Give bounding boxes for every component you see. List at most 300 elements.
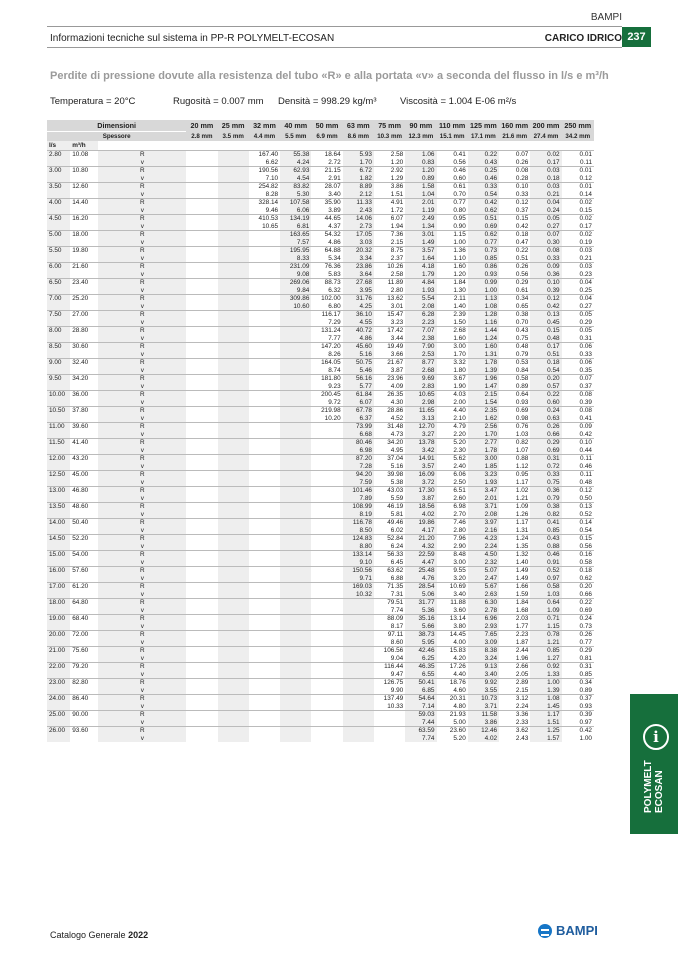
- velocity-cell: 0.85: [468, 255, 499, 263]
- table-row: [47, 455, 594, 463]
- row-label-v: v: [98, 591, 186, 599]
- resistance-cell: 42.46: [405, 647, 436, 655]
- dimension-header: 200 mm: [530, 120, 561, 132]
- resistance-cell: [249, 247, 280, 255]
- flow-ls-cell: 17.00: [47, 583, 70, 591]
- thickness-value: 27.4 mm: [530, 132, 561, 142]
- resistance-cell: 2.49: [405, 215, 436, 223]
- velocity-cell: 7.57: [280, 239, 311, 247]
- table-row: [47, 335, 594, 343]
- bampi-logo: [538, 923, 608, 939]
- flow-m3h-cell: 54.00: [70, 551, 98, 559]
- resistance-cell: 21.20: [405, 535, 436, 543]
- resistance-cell: 1.06: [405, 151, 436, 159]
- resistance-cell: 50.75: [343, 359, 374, 367]
- resistance-cell: 0.34: [562, 679, 594, 687]
- table-row: [47, 399, 594, 407]
- velocity-cell: 0.15: [562, 207, 594, 215]
- velocity-cell: [311, 431, 342, 439]
- velocity-cell: 0.39: [562, 399, 594, 407]
- resistance-cell: 0.31: [562, 663, 594, 671]
- resistance-cell: 107.58: [280, 199, 311, 207]
- resistance-cell: [186, 631, 217, 639]
- row-label-r: R: [98, 535, 186, 543]
- velocity-cell: 0.17: [530, 159, 561, 167]
- velocity-cell: [218, 447, 249, 455]
- resistance-cell: 0.69: [499, 407, 530, 415]
- row-label-r: R: [98, 679, 186, 687]
- velocity-cell: 1.29: [374, 175, 405, 183]
- resistance-cell: 0.11: [562, 471, 594, 479]
- velocity-cell: 2.83: [405, 383, 436, 391]
- resistance-cell: 124.83: [343, 535, 374, 543]
- row-label-v: v: [98, 479, 186, 487]
- velocity-cell: 3.13: [405, 415, 436, 423]
- velocity-cell: 3.01: [374, 303, 405, 311]
- resistance-cell: 0.41: [530, 519, 561, 527]
- velocity-cell: 2.37: [374, 255, 405, 263]
- row-label-v: v: [98, 719, 186, 727]
- velocity-cell: [311, 447, 342, 455]
- table-row: [47, 471, 594, 479]
- velocity-cell: [186, 655, 217, 663]
- table-row: [47, 599, 594, 607]
- resistance-cell: 76.36: [311, 263, 342, 271]
- velocity-cell: 0.89: [562, 687, 594, 695]
- flow-m3h-cell: [70, 255, 98, 263]
- resistance-cell: [186, 727, 217, 735]
- side-tab-line1: POLYMELT: [643, 760, 654, 813]
- resistance-cell: 0.02: [562, 231, 594, 239]
- velocity-cell: [218, 559, 249, 567]
- flow-ls-cell: 2.80: [47, 151, 70, 159]
- table-row: [47, 207, 594, 215]
- resistance-cell: [186, 583, 217, 591]
- resistance-cell: 0.29: [562, 647, 594, 655]
- velocity-cell: [186, 575, 217, 583]
- resistance-cell: 0.03: [530, 183, 561, 191]
- dimension-header: 20 mm: [186, 120, 217, 132]
- flow-ls-cell: 14.50: [47, 535, 70, 543]
- velocity-cell: 2.72: [311, 159, 342, 167]
- flow-ls-cell: [47, 447, 70, 455]
- resistance-cell: 0.76: [499, 423, 530, 431]
- dimensions-header: Dimensioni: [47, 120, 186, 132]
- resistance-cell: 2.01: [405, 199, 436, 207]
- velocity-cell: 8.33: [280, 255, 311, 263]
- velocity-cell: 10.33: [374, 703, 405, 711]
- velocity-cell: 1.60: [437, 335, 468, 343]
- resistance-cell: [218, 711, 249, 719]
- resistance-cell: 23.60: [437, 727, 468, 735]
- catalog-label: Catalogo Generale: [50, 930, 126, 940]
- table-row: [47, 575, 594, 583]
- density-param: Densità = 998.29 kg/m³: [278, 96, 377, 107]
- velocity-cell: [218, 191, 249, 199]
- table-row: [47, 159, 594, 167]
- velocity-cell: 3.34: [343, 255, 374, 263]
- velocity-cell: 2.53: [405, 351, 436, 359]
- resistance-cell: 15.47: [374, 311, 405, 319]
- resistance-cell: 12.46: [468, 727, 499, 735]
- velocity-cell: 0.25: [562, 287, 594, 295]
- resistance-cell: [218, 151, 249, 159]
- velocity-cell: [311, 639, 342, 647]
- row-label-v: v: [98, 223, 186, 231]
- velocity-cell: [249, 383, 280, 391]
- resistance-cell: 0.13: [562, 503, 594, 511]
- resistance-cell: 8.75: [374, 247, 405, 255]
- flow-ls-cell: 6.00: [47, 263, 70, 271]
- resistance-cell: [280, 375, 311, 383]
- velocity-cell: [218, 303, 249, 311]
- row-label-v: v: [98, 191, 186, 199]
- table-row: [47, 735, 594, 743]
- resistance-cell: 0.04: [562, 295, 594, 303]
- velocity-cell: [218, 687, 249, 695]
- resistance-cell: 0.25: [468, 167, 499, 175]
- velocity-cell: 0.48: [530, 335, 561, 343]
- resistance-cell: [249, 423, 280, 431]
- resistance-cell: 22.59: [405, 551, 436, 559]
- resistance-cell: 37.04: [374, 455, 405, 463]
- velocity-cell: [218, 207, 249, 215]
- velocity-cell: [311, 719, 342, 727]
- velocity-cell: 7.10: [249, 175, 280, 183]
- resistance-cell: [311, 663, 342, 671]
- velocity-cell: 5.38: [374, 479, 405, 487]
- flow-m3h-cell: [70, 383, 98, 391]
- velocity-cell: 4.25: [343, 303, 374, 311]
- flow-m3h-cell: [70, 623, 98, 631]
- velocity-cell: [249, 415, 280, 423]
- flow-m3h-cell: 21.60: [70, 263, 98, 271]
- flow-m3h-cell: 10.80: [70, 167, 98, 175]
- resistance-cell: 2.56: [468, 423, 499, 431]
- resistance-cell: 13.14: [437, 615, 468, 623]
- flow-m3h-cell: [70, 687, 98, 695]
- resistance-cell: [218, 455, 249, 463]
- resistance-cell: [218, 503, 249, 511]
- row-label-v: v: [98, 463, 186, 471]
- velocity-cell: [311, 527, 342, 535]
- flow-m3h-cell: 82.80: [70, 679, 98, 687]
- velocity-cell: 9.84: [280, 287, 311, 295]
- velocity-cell: 0.18: [530, 175, 561, 183]
- table-row: [47, 543, 594, 551]
- flow-m3h-cell: [70, 191, 98, 199]
- resistance-cell: 0.09: [530, 263, 561, 271]
- resistance-cell: 5.54: [405, 295, 436, 303]
- page-title: Perdite di pressione dovute alla resistenza del tubo «R» e alla portata «v» a seconda del flusso in l/s e m³/h: [50, 70, 609, 82]
- table-row: [47, 671, 594, 679]
- velocity-cell: 7.59: [343, 479, 374, 487]
- resistance-cell: [186, 679, 217, 687]
- velocity-cell: [186, 175, 217, 183]
- resistance-cell: 1.17: [499, 519, 530, 527]
- resistance-cell: 14.06: [343, 215, 374, 223]
- velocity-cell: 2.80: [437, 527, 468, 535]
- velocity-cell: 4.86: [343, 335, 374, 343]
- flow-ls-cell: [47, 495, 70, 503]
- velocity-cell: 0.61: [499, 287, 530, 295]
- table-row: [47, 215, 594, 223]
- velocity-cell: [311, 607, 342, 615]
- flow-ls-cell: [47, 415, 70, 423]
- resistance-cell: 0.22: [530, 391, 561, 399]
- velocity-cell: 2.60: [437, 495, 468, 503]
- velocity-cell: [280, 431, 311, 439]
- velocity-cell: 2.78: [468, 607, 499, 615]
- resistance-cell: [218, 647, 249, 655]
- resistance-cell: 67.78: [343, 407, 374, 415]
- resistance-cell: [249, 263, 280, 271]
- flow-ls-cell: [47, 191, 70, 199]
- resistance-cell: 2.66: [499, 663, 530, 671]
- velocity-cell: [311, 591, 342, 599]
- flow-m3h-cell: 72.00: [70, 631, 98, 639]
- velocity-cell: 7.14: [405, 703, 436, 711]
- velocity-cell: [218, 175, 249, 183]
- resistance-cell: 0.64: [499, 391, 530, 399]
- header-top-divider: [47, 26, 622, 27]
- table-row: [47, 695, 594, 703]
- table-row: [47, 183, 594, 191]
- velocity-cell: 0.47: [499, 239, 530, 247]
- resistance-cell: 23.96: [374, 375, 405, 383]
- flow-m3h-cell: 39.60: [70, 423, 98, 431]
- velocity-cell: [186, 287, 217, 295]
- resistance-cell: [186, 167, 217, 175]
- velocity-cell: [249, 303, 280, 311]
- row-label-v: v: [98, 559, 186, 567]
- velocity-cell: 1.94: [374, 223, 405, 231]
- resistance-cell: 1.36: [437, 247, 468, 255]
- resistance-cell: 46.19: [374, 503, 405, 511]
- resistance-cell: 0.82: [499, 439, 530, 447]
- resistance-cell: 0.01: [562, 151, 594, 159]
- row-label-r: R: [98, 471, 186, 479]
- section-title: CARICO IDRICO: [544, 33, 622, 44]
- velocity-cell: [186, 447, 217, 455]
- velocity-cell: 5.66: [405, 623, 436, 631]
- resistance-cell: [218, 519, 249, 527]
- table-row: [47, 343, 594, 351]
- velocity-cell: 0.29: [562, 319, 594, 327]
- page-number: 237: [622, 27, 651, 47]
- velocity-cell: [249, 607, 280, 615]
- velocity-cell: 2.08: [405, 303, 436, 311]
- flow-m3h-cell: [70, 207, 98, 215]
- table-row: [47, 567, 594, 575]
- resistance-cell: 0.09: [562, 423, 594, 431]
- flow-ls-cell: [47, 687, 70, 695]
- resistance-cell: [280, 551, 311, 559]
- resistance-cell: [280, 535, 311, 543]
- resistance-cell: [280, 471, 311, 479]
- resistance-cell: [218, 327, 249, 335]
- resistance-cell: [343, 663, 374, 671]
- table-row: [47, 223, 594, 231]
- resistance-cell: 108.99: [343, 503, 374, 511]
- resistance-cell: 1.84: [499, 599, 530, 607]
- resistance-cell: 2.35: [468, 407, 499, 415]
- velocity-cell: 0.54: [530, 367, 561, 375]
- table-row: [47, 391, 594, 399]
- resistance-cell: 18.76: [437, 679, 468, 687]
- thickness-value: 17.1 mm: [468, 132, 499, 142]
- velocity-cell: 9.10: [343, 559, 374, 567]
- resistance-cell: 167.40: [249, 151, 280, 159]
- resistance-cell: 0.77: [437, 199, 468, 207]
- velocity-cell: 0.93: [562, 703, 594, 711]
- velocity-cell: 4.24: [280, 159, 311, 167]
- table-row: [47, 551, 594, 559]
- resistance-cell: [249, 567, 280, 575]
- thickness-value: 4.4 mm: [249, 132, 280, 142]
- velocity-cell: 3.40: [468, 671, 499, 679]
- velocity-cell: 6.55: [405, 671, 436, 679]
- resistance-cell: [311, 487, 342, 495]
- resistance-cell: 4.18: [405, 263, 436, 271]
- resistance-cell: 0.17: [530, 343, 561, 351]
- row-label-r: R: [98, 231, 186, 239]
- velocity-cell: 5.06: [405, 591, 436, 599]
- flow-m3h-cell: 27.00: [70, 311, 98, 319]
- velocity-cell: 3.57: [405, 463, 436, 471]
- dimension-header: 75 mm: [374, 120, 405, 132]
- resistance-cell: [218, 727, 249, 735]
- resistance-cell: 1.15: [437, 231, 468, 239]
- velocity-cell: 4.80: [437, 703, 468, 711]
- velocity-cell: 4.17: [405, 527, 436, 535]
- row-label-v: v: [98, 367, 186, 375]
- row-label-r: R: [98, 311, 186, 319]
- resistance-cell: 28.07: [311, 183, 342, 191]
- velocity-cell: 4.52: [374, 415, 405, 423]
- velocity-cell: 2.01: [468, 495, 499, 503]
- velocity-cell: [186, 623, 217, 631]
- velocity-cell: 1.00: [562, 735, 594, 743]
- velocity-cell: 0.56: [562, 543, 594, 551]
- velocity-cell: 1.30: [437, 287, 468, 295]
- velocity-cell: 1.85: [468, 463, 499, 471]
- row-label-r: R: [98, 567, 186, 575]
- resistance-cell: 0.43: [530, 535, 561, 543]
- resistance-cell: 0.38: [530, 503, 561, 511]
- resistance-cell: [249, 343, 280, 351]
- flow-ls-cell: [47, 175, 70, 183]
- velocity-cell: 0.98: [499, 415, 530, 423]
- resistance-cell: 4.03: [437, 391, 468, 399]
- resistance-cell: [249, 503, 280, 511]
- flow-ls-cell: 16.00: [47, 567, 70, 575]
- resistance-cell: 11.58: [468, 711, 499, 719]
- velocity-cell: [249, 351, 280, 359]
- velocity-cell: 5.36: [405, 607, 436, 615]
- velocity-cell: 0.41: [562, 415, 594, 423]
- velocity-cell: [249, 575, 280, 583]
- velocity-cell: 3.27: [405, 431, 436, 439]
- row-label-r: R: [98, 215, 186, 223]
- resistance-cell: 309.86: [280, 295, 311, 303]
- resistance-cell: 18.56: [405, 503, 436, 511]
- resistance-cell: 7.96: [437, 535, 468, 543]
- row-label-r: R: [98, 183, 186, 191]
- resistance-cell: [311, 551, 342, 559]
- flow-m3h-cell: 43.20: [70, 455, 98, 463]
- flow-ls-cell: [47, 463, 70, 471]
- velocity-cell: 1.57: [530, 735, 561, 743]
- velocity-cell: 0.85: [530, 527, 561, 535]
- dimension-header: 160 mm: [499, 120, 530, 132]
- resistance-cell: 116.44: [374, 663, 405, 671]
- velocity-cell: 0.88: [530, 543, 561, 551]
- table-row: [47, 535, 594, 543]
- resistance-cell: 0.08: [562, 407, 594, 415]
- resistance-cell: 0.13: [530, 311, 561, 319]
- velocity-cell: [249, 431, 280, 439]
- flow-m3h-cell: [70, 271, 98, 279]
- flow-ls-cell: [47, 223, 70, 231]
- row-label-r: R: [98, 551, 186, 559]
- flow-ls-cell: [47, 239, 70, 247]
- resistance-cell: [218, 311, 249, 319]
- resistance-cell: [186, 295, 217, 303]
- table-row: [47, 239, 594, 247]
- dimension-header: 25 mm: [218, 120, 249, 132]
- resistance-cell: 19.49: [374, 343, 405, 351]
- flow-m3h-cell: 34.20: [70, 375, 98, 383]
- pressure-loss-table: [47, 120, 594, 742]
- resistance-cell: 4.84: [405, 279, 436, 287]
- flow-m3h-cell: 64.80: [70, 599, 98, 607]
- resistance-cell: 8.48: [437, 551, 468, 559]
- resistance-cell: [249, 359, 280, 367]
- velocity-cell: 6.45: [374, 559, 405, 567]
- flow-ls-cell: [47, 159, 70, 167]
- velocity-cell: 1.78: [468, 447, 499, 455]
- flow-m3h-cell: 86.40: [70, 695, 98, 703]
- table-row: [47, 727, 594, 735]
- resistance-cell: [311, 695, 342, 703]
- flow-m3h-cell: [70, 319, 98, 327]
- resistance-cell: 63.62: [374, 567, 405, 575]
- table-row: [47, 703, 594, 711]
- row-label-v: v: [98, 687, 186, 695]
- flow-m3h-cell: [70, 655, 98, 663]
- row-label-r: R: [98, 711, 186, 719]
- velocity-cell: [280, 607, 311, 615]
- velocity-cell: 0.26: [499, 159, 530, 167]
- flow-m3h-cell: 57.60: [70, 567, 98, 575]
- flow-ls-cell: [47, 303, 70, 311]
- velocity-cell: 1.79: [405, 271, 436, 279]
- velocity-cell: 3.00: [437, 559, 468, 567]
- velocity-cell: 0.27: [562, 303, 594, 311]
- resistance-cell: 0.88: [499, 455, 530, 463]
- flow-ls-cell: 10.00: [47, 391, 70, 399]
- velocity-cell: [218, 351, 249, 359]
- resistance-cell: 31.76: [343, 295, 374, 303]
- resistance-cell: 94.20: [343, 471, 374, 479]
- resistance-cell: 16.09: [405, 471, 436, 479]
- row-label-v: v: [98, 303, 186, 311]
- velocity-cell: 0.81: [562, 655, 594, 663]
- resistance-cell: 40.72: [343, 327, 374, 335]
- thickness-value: 15.1 mm: [437, 132, 468, 142]
- thickness-value: 6.9 mm: [311, 132, 342, 142]
